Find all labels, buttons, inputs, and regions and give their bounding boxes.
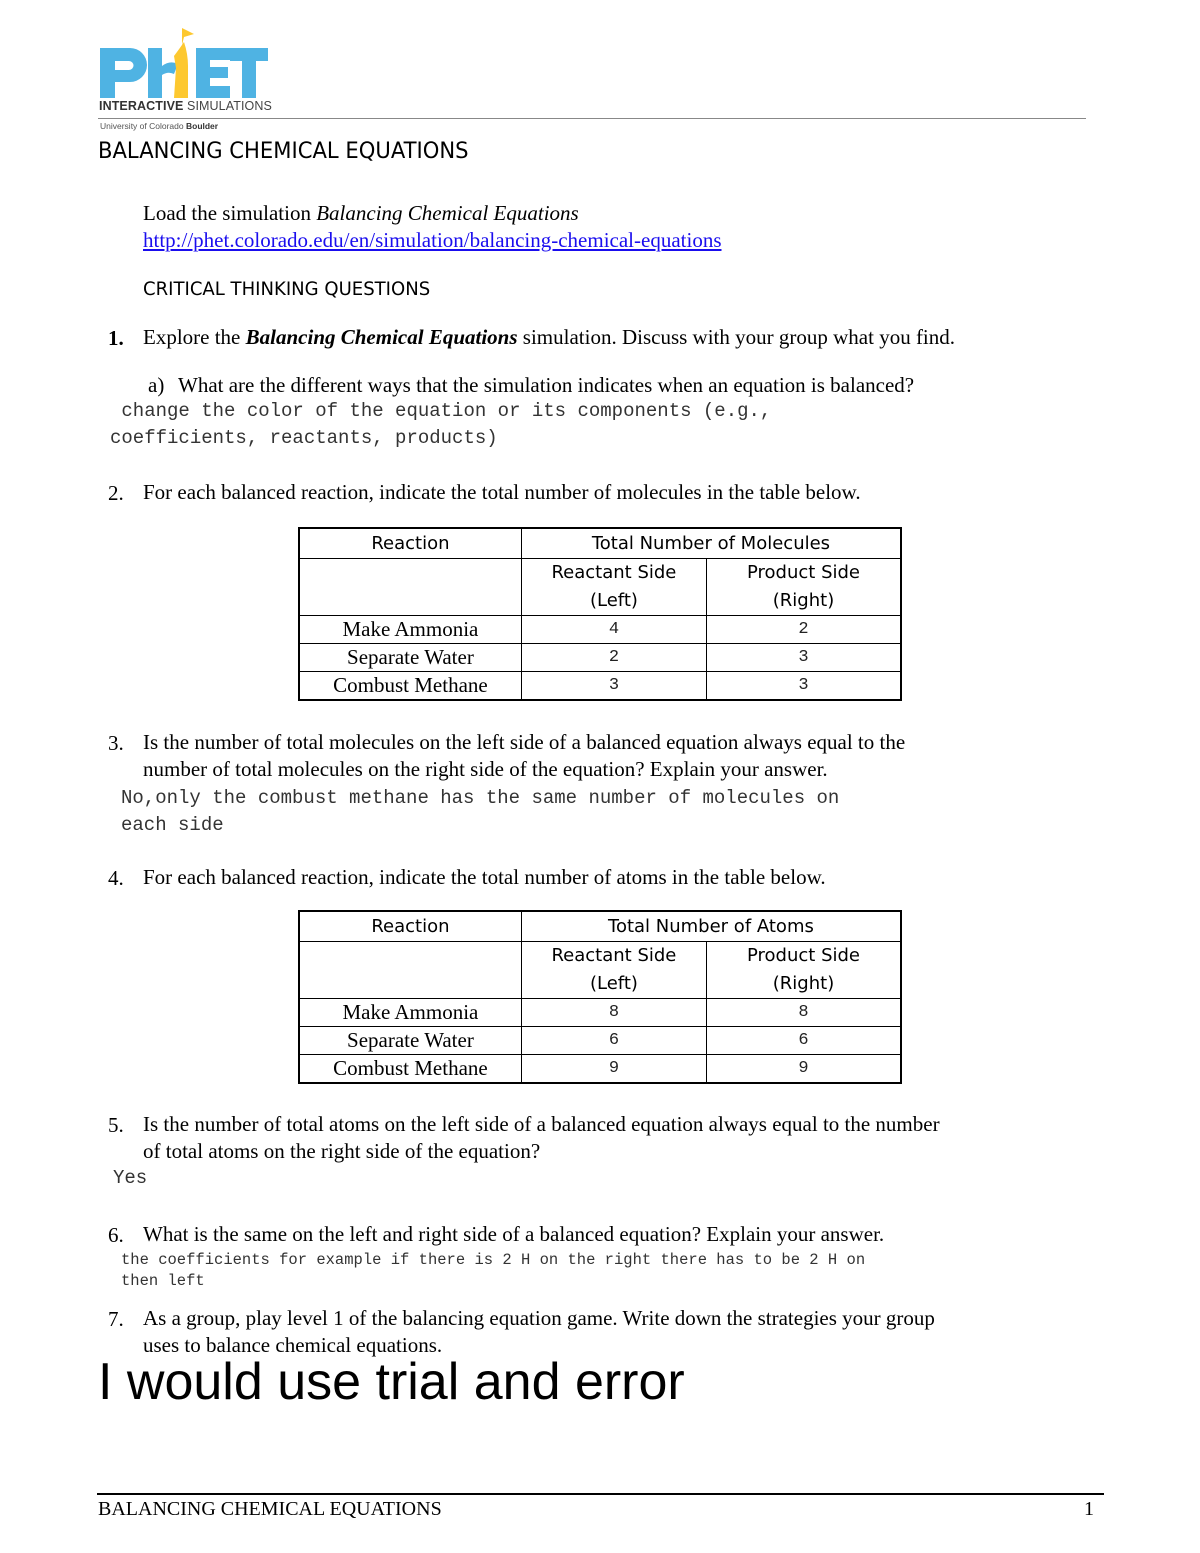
subquestion-label: a) <box>148 373 165 397</box>
header-product-side: Product Side (Right) <box>707 942 901 999</box>
answer-text: the coefficients for example if there is 2 H on the right there has to be 2 H on then left <box>121 1251 866 1290</box>
product-count: 3 <box>707 672 901 701</box>
reaction-name: Separate Water <box>299 644 521 672</box>
question-number: 7. <box>108 1307 124 1331</box>
reactant-count: 9 <box>521 1055 706 1084</box>
question-number: 4. <box>108 866 124 890</box>
header-empty <box>299 942 521 999</box>
table-row <box>299 616 901 644</box>
atoms-table <box>298 910 902 1084</box>
header-reaction: Reaction <box>299 528 521 559</box>
answer-text: I would use trial and error <box>98 1353 685 1411</box>
footer-title: BALANCING CHEMICAL EQUATIONS <box>98 1498 442 1520</box>
table-row <box>299 1055 901 1084</box>
header-reactant-side: Reactant Side (Left) <box>521 942 706 999</box>
page-number: 1 <box>1084 1498 1094 1520</box>
molecules-table <box>298 527 902 701</box>
header-total-atoms: Total Number of Atoms <box>521 911 901 942</box>
logo-subtitle: INTERACTIVE SIMULATIONS <box>99 99 272 113</box>
load-instruction: Load the simulation Balancing Chemical Equations <box>143 201 579 225</box>
reaction-name: Combust Methane <box>299 672 521 701</box>
question-text: Is the number of total atoms on the left side of a balanced equation always equal to the number of total atoms on the right side of the equation? <box>143 1112 940 1163</box>
question-text: For each balanced reaction, indicate the total number of molecules in the table below. <box>143 480 861 504</box>
table-row <box>299 999 901 1027</box>
table-row <box>299 644 901 672</box>
question-text: What is the same on the left and right side of a balanced equation? Explain your answer. <box>143 1222 885 1246</box>
product-count: 6 <box>707 1027 901 1055</box>
answer-text: No,only the combust methane has the same number of molecules on each side <box>121 787 840 836</box>
product-count: 2 <box>707 616 901 644</box>
question-number: 5. <box>108 1113 124 1137</box>
reactant-count: 4 <box>521 616 706 644</box>
question-text: For each balanced reaction, indicate the total number of atoms in the table below. <box>143 865 826 889</box>
answer-text: change the color of the equation or its components (e.g., coefficients, reactants, products) <box>110 400 772 449</box>
phet-wordmark-icon <box>98 26 268 98</box>
reactant-count: 6 <box>521 1027 706 1055</box>
header-reactant-side: Reactant Side (Left) <box>521 559 706 616</box>
simulation-link[interactable]: http://phet.colorado.edu/en/simulation/balancing-chemical-equations <box>143 228 722 252</box>
reactant-count: 8 <box>521 999 706 1027</box>
section-heading: CRITICAL THINKING QUESTIONS <box>143 278 431 300</box>
reaction-name: Combust Methane <box>299 1055 521 1084</box>
reactant-count: 3 <box>521 672 706 701</box>
header-total-molecules: Total Number of Molecules <box>521 528 901 559</box>
footer-divider <box>97 1493 1104 1495</box>
reaction-name: Make Ammonia <box>299 999 521 1027</box>
question-number: 1. <box>108 326 124 350</box>
product-count: 8 <box>707 999 901 1027</box>
product-count: 9 <box>707 1055 901 1084</box>
answer-text: Yes <box>113 1167 148 1189</box>
question-text: As a group, play level 1 of the balancing equation game. Write down the strategies your group uses to balance chemical equations. <box>143 1306 935 1357</box>
question-number: 3. <box>108 731 124 755</box>
subquestion-text: What are the different ways that the simulation indicates when an equation is balanced? <box>178 373 915 397</box>
question-number: 2. <box>108 481 124 505</box>
header-product-side: Product Side (Right) <box>707 559 901 616</box>
reactant-count: 2 <box>521 644 706 672</box>
product-count: 3 <box>707 644 901 672</box>
document-title: BALANCING CHEMICAL EQUATIONS <box>98 139 469 164</box>
header-divider <box>98 118 1086 119</box>
table-row <box>299 1027 901 1055</box>
logo-university: University of Colorado Boulder <box>100 121 219 131</box>
header-empty <box>299 559 521 616</box>
question-text: Is the number of total molecules on the left side of a balanced equation always equal to the number of total molecules on the right side of the equation? Explain your answer. <box>143 730 906 781</box>
table-row <box>299 672 901 701</box>
header-reaction: Reaction <box>299 911 521 942</box>
reaction-name: Separate Water <box>299 1027 521 1055</box>
reaction-name: Make Ammonia <box>299 616 521 644</box>
question-text: Explore the Balancing Chemical Equations simulation. Discuss with your group what you find. <box>143 325 956 349</box>
question-number: 6. <box>108 1223 124 1247</box>
